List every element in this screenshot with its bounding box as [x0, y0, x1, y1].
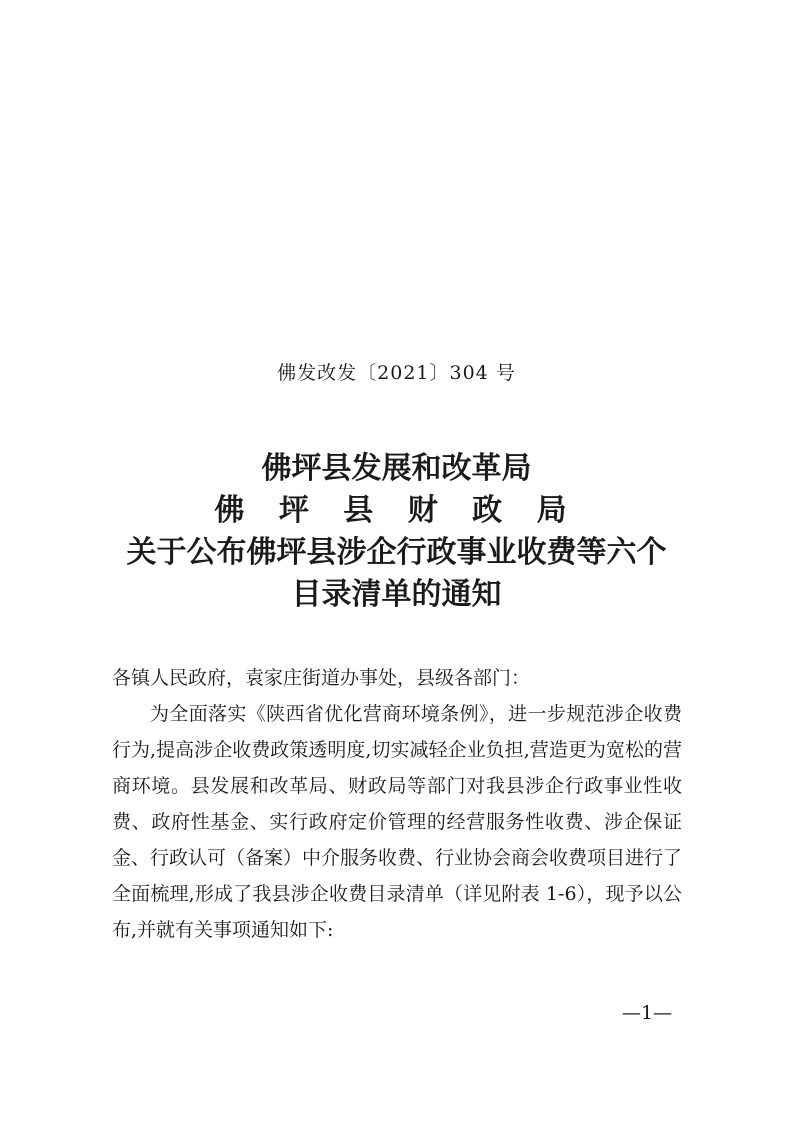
salutation: 各镇人民政府，袁家庄街道办事处，县级各部门：	[112, 667, 531, 689]
title-line-subject-1: 关于公布佛坪县涉企行政事业收费等六个	[126, 535, 667, 570]
body-paragraph: 为全面落实《陕西省优化营商环境条例》，进一步规范涉企收费行为,提高涉企收费政策透明度,切实减轻企业负担,营造更为宽松的营商环境。县发展和改革局、财政局等部门对我县涉企行政事业性收费、政府性基金、实行政府定价管理的经营服务性收费、涉企保证金、行政认可（备案）中介服务收费、行业协会商会收费项目进行了全面梳理,形成了我县涉企收费目录清单（详见附表 1-6），现予以公布,并就有关事项通知如下:	[112, 703, 683, 941]
document-title	[0, 448, 793, 616]
title-line-issuer-1: 佛坪县发展和改革局	[261, 451, 532, 486]
document-number: 佛发改发〔2021〕304 号	[277, 362, 516, 384]
title-line-issuer-2: 佛 坪 县 财 政 局	[214, 493, 579, 528]
title-line-subject-2: 目录清单的通知	[291, 577, 502, 612]
page-number: —1—	[622, 1002, 673, 1024]
document-body	[112, 660, 682, 948]
